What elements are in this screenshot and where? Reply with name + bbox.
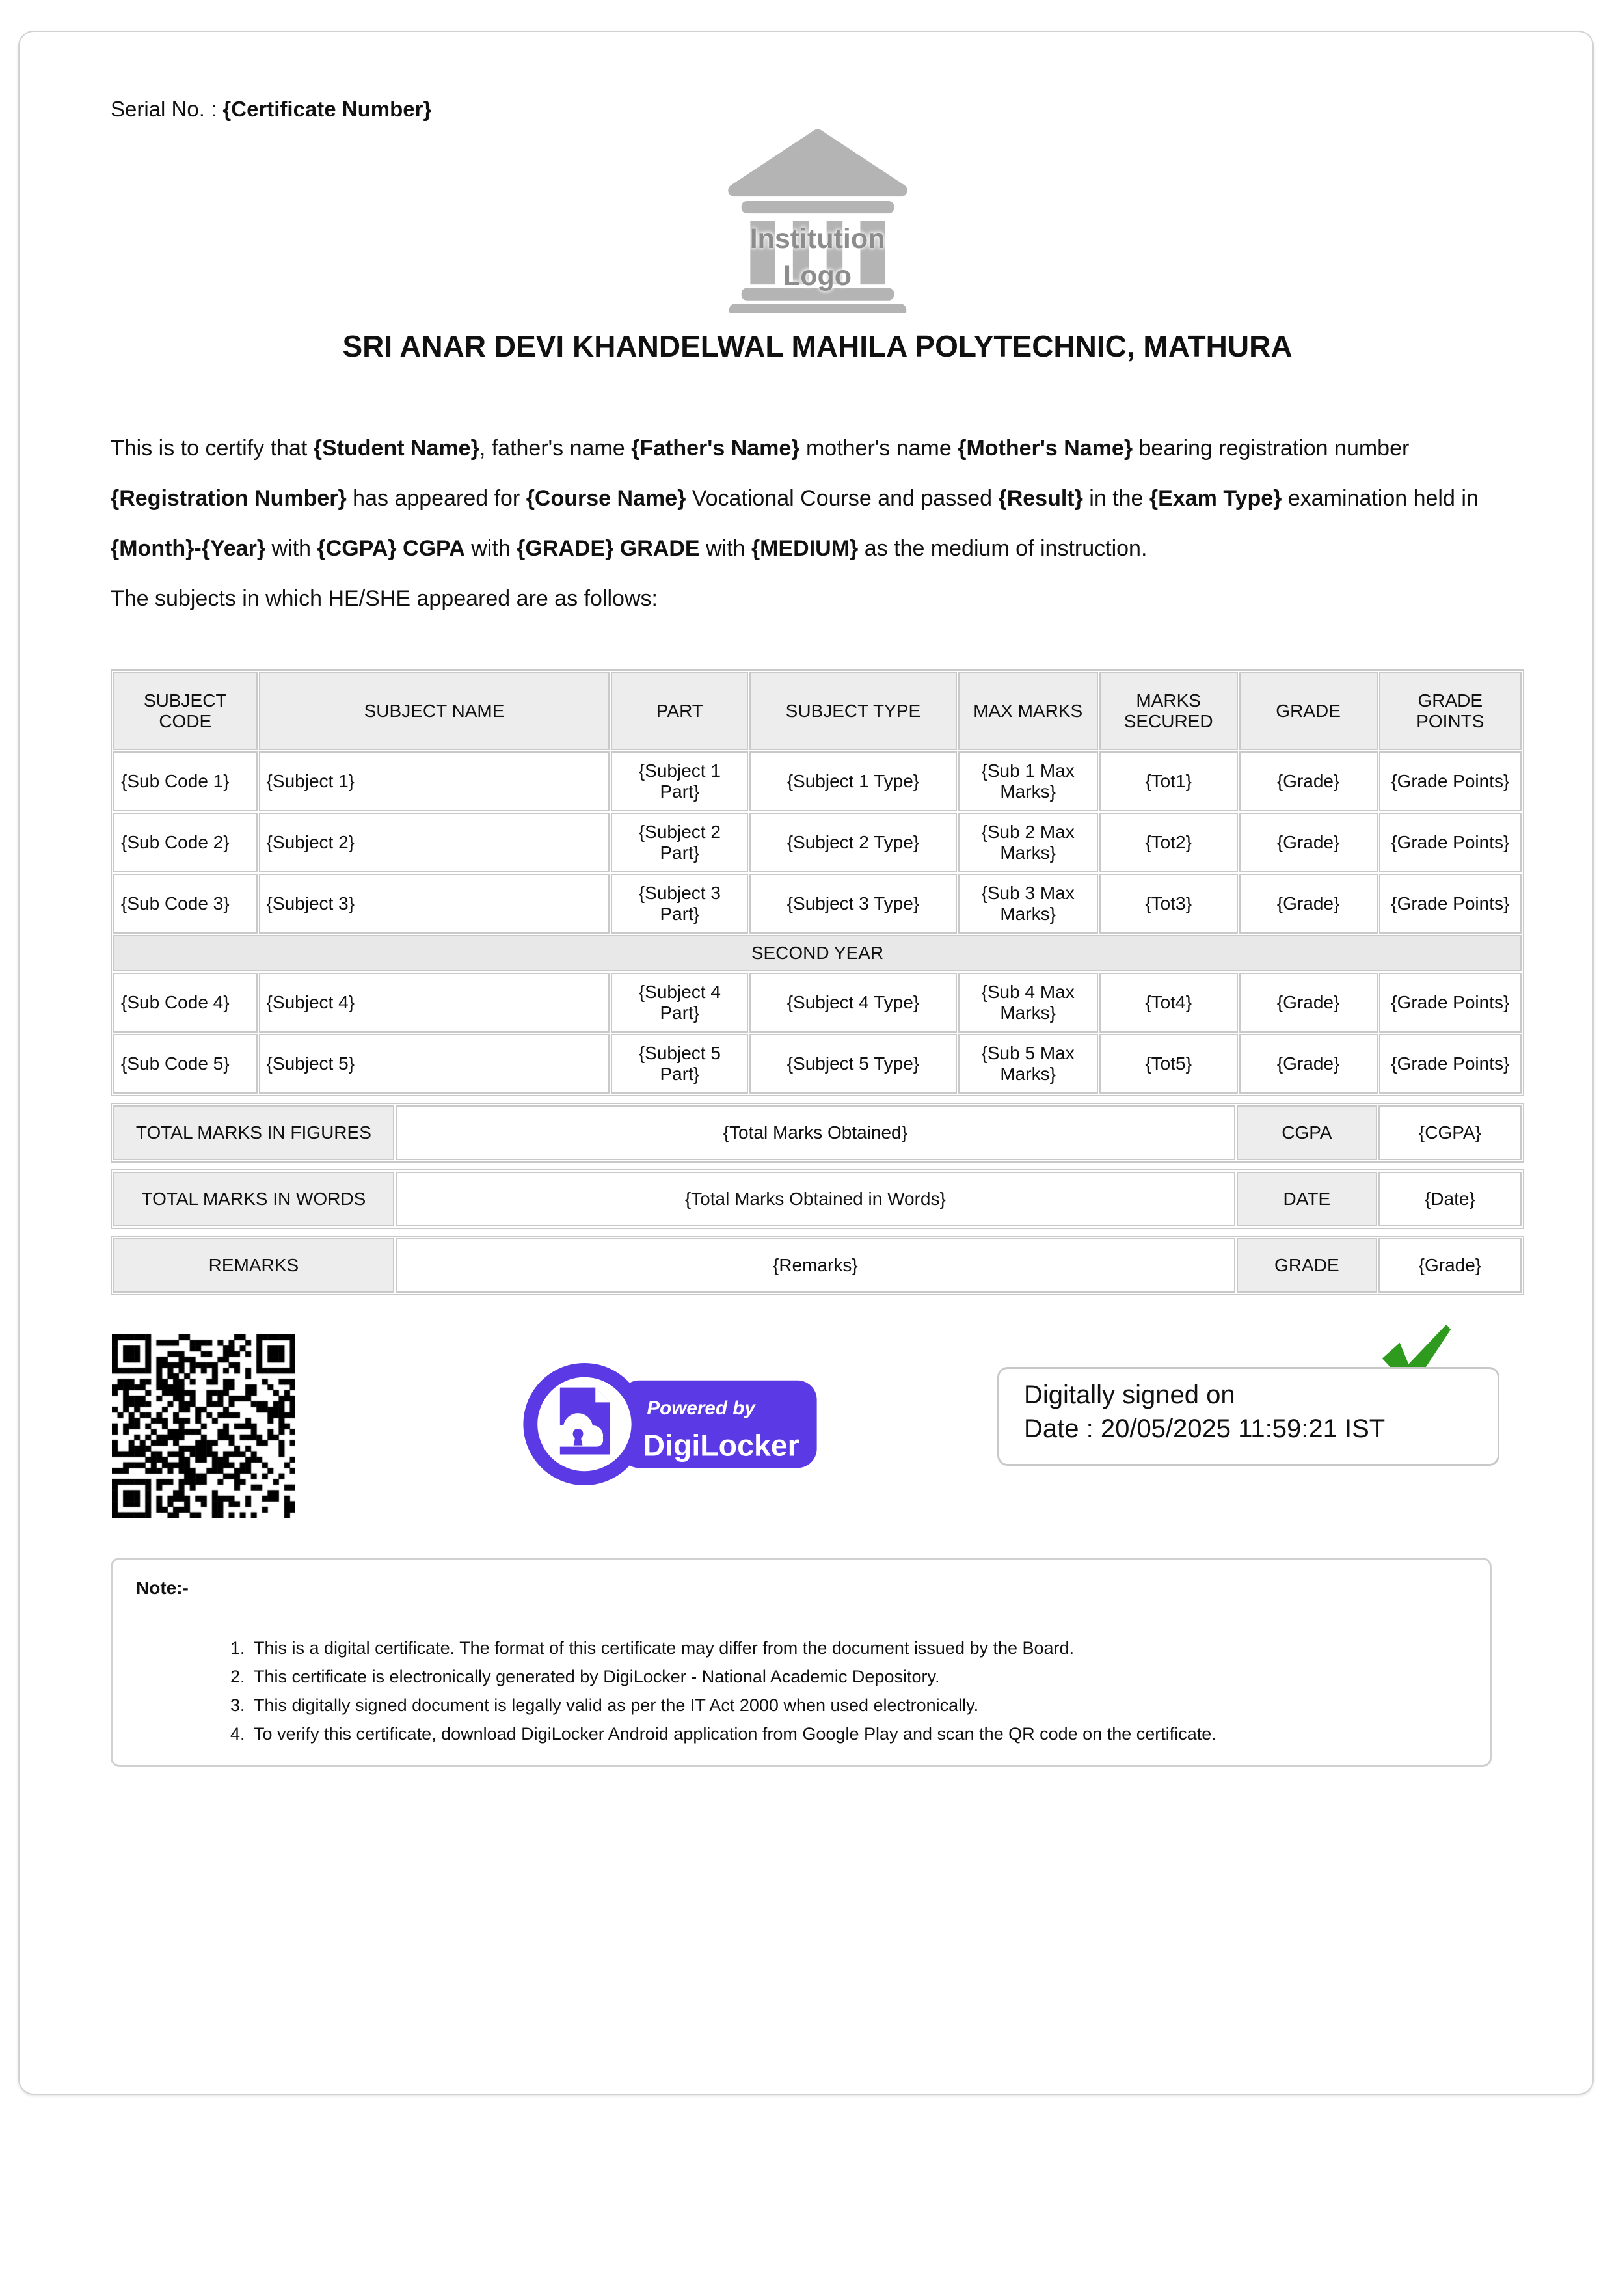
placeholder-field: {Registration Number} bbox=[111, 486, 347, 511]
table-cell: {Sub Code 2} bbox=[113, 813, 258, 872]
column-header: SUBJECT NAME bbox=[259, 672, 610, 750]
note-item: 4. To verify this certificate, download DigiLocker Android application from Google Play and scan the QR code on the certificate. bbox=[250, 1720, 1466, 1748]
table-cell: {Grade Points} bbox=[1379, 751, 1522, 811]
subject-row bbox=[113, 973, 1522, 1033]
column-header: GRADE bbox=[1239, 672, 1378, 750]
table-cell: {Sub Code 4} bbox=[113, 973, 258, 1033]
table-cell: {Grade} bbox=[1239, 1034, 1378, 1094]
table-cell: {Tot2} bbox=[1099, 813, 1238, 872]
placeholder-field: {CGPA} CGPA bbox=[317, 536, 465, 561]
placeholder-field: {Month}-{Year} bbox=[111, 536, 266, 561]
column-header: PART bbox=[611, 672, 748, 750]
note-box bbox=[111, 1558, 1492, 1767]
signature-section bbox=[111, 1329, 1524, 1528]
table-cell: {Tot1} bbox=[1099, 751, 1238, 811]
certify-text: mother's name bbox=[799, 436, 958, 461]
summary-value: {Grade} bbox=[1378, 1238, 1522, 1293]
serial-value: {Certificate Number} bbox=[222, 97, 432, 121]
table-cell: {Grade Points} bbox=[1379, 1034, 1522, 1094]
summary-value: {Total Marks Obtained} bbox=[396, 1105, 1235, 1160]
table-cell: {Subject 3 Part} bbox=[611, 874, 748, 934]
table-cell: {Subject 2} bbox=[259, 813, 610, 872]
subject-row bbox=[113, 813, 1522, 872]
placeholder-field: {Course Name} bbox=[526, 486, 686, 511]
table-cell: {Sub 3 Max Marks} bbox=[958, 874, 1098, 934]
table-cell: {Grade} bbox=[1239, 813, 1378, 872]
table-cell: {Subject 2 Part} bbox=[611, 813, 748, 872]
summary-value: {Remarks} bbox=[396, 1238, 1235, 1293]
institution-name: SRI ANAR DEVI KHANDELWAL MAHILA POLYTECHNIC, MATHURA bbox=[342, 329, 1293, 363]
table-cell: {Sub 4 Max Marks} bbox=[958, 973, 1098, 1033]
summary-row bbox=[113, 1172, 1522, 1226]
summary-section bbox=[111, 1103, 1524, 1295]
table-cell: {Tot5} bbox=[1099, 1034, 1238, 1094]
certify-text: with bbox=[265, 536, 317, 561]
summary-label: GRADE bbox=[1237, 1238, 1377, 1293]
summary-row-table bbox=[111, 1169, 1524, 1229]
table-cell: {Subject 1} bbox=[259, 751, 610, 811]
note-item: 3. This digitally signed document is legally valid as per the IT Act 2000 when used electronically. bbox=[250, 1691, 1466, 1720]
subject-row bbox=[113, 874, 1522, 934]
institution-logo bbox=[111, 128, 1524, 318]
certify-text: has appeared for bbox=[346, 486, 526, 511]
column-header: SUBJECT TYPE bbox=[749, 672, 956, 750]
table-cell: {Grade} bbox=[1239, 874, 1378, 934]
table-cell: {Subject 3} bbox=[259, 874, 610, 934]
placeholder-field: {Mother's Name} bbox=[958, 436, 1133, 461]
placeholder-field: {Exam Type} bbox=[1149, 486, 1282, 511]
digilocker-logo bbox=[523, 1363, 820, 1485]
placeholder-field: {Father's Name} bbox=[631, 436, 800, 461]
signature-line1: Digitally signed on bbox=[1024, 1381, 1235, 1409]
subjects-intro: The subjects in which HE/SHE appeared are as follows: bbox=[111, 586, 658, 611]
placeholder-field: {Result} bbox=[998, 486, 1083, 511]
marks-table bbox=[111, 669, 1524, 1096]
certification-text bbox=[111, 424, 1516, 574]
logo-text-line1: Institution bbox=[749, 223, 885, 254]
placeholder-field: {MEDIUM} bbox=[751, 536, 859, 561]
subject-row bbox=[113, 751, 1522, 811]
table-cell: {Subject 3 Type} bbox=[749, 874, 956, 934]
summary-value: {Total Marks Obtained in Words} bbox=[396, 1172, 1235, 1226]
summary-row bbox=[113, 1105, 1522, 1160]
table-cell: {Subject 5 Part} bbox=[611, 1034, 748, 1094]
logo-text-line2: Logo bbox=[783, 260, 852, 291]
certify-text: Vocational Course and passed bbox=[686, 486, 999, 511]
note-list bbox=[136, 1634, 1466, 1748]
summary-label: TOTAL MARKS IN FIGURES bbox=[113, 1105, 394, 1160]
institution-logo-text bbox=[111, 221, 1524, 295]
certify-text: in the bbox=[1082, 486, 1149, 511]
table-cell: {Sub 5 Max Marks} bbox=[958, 1034, 1098, 1094]
note-title: Note:- bbox=[136, 1578, 189, 1598]
summary-row bbox=[113, 1238, 1522, 1293]
certify-text: , father's name bbox=[479, 436, 632, 461]
summary-label: DATE bbox=[1237, 1172, 1377, 1226]
summary-value: {CGPA} bbox=[1378, 1105, 1522, 1160]
table-cell: {Tot4} bbox=[1099, 973, 1238, 1033]
certify-text: with bbox=[699, 536, 751, 561]
table-cell: {Grade Points} bbox=[1379, 813, 1522, 872]
table-header-row bbox=[113, 672, 1522, 750]
signature-line2: Date : 20/05/2025 11:59:21 IST bbox=[1024, 1414, 1386, 1443]
powered-by-label: Powered by bbox=[647, 1398, 755, 1420]
summary-label: TOTAL MARKS IN WORDS bbox=[113, 1172, 394, 1226]
serial-label: Serial No. : bbox=[111, 97, 223, 121]
qr-code bbox=[112, 1334, 295, 1518]
summary-row-table bbox=[111, 1103, 1524, 1163]
summary-label: CGPA bbox=[1237, 1105, 1377, 1160]
certify-text: as the medium of instruction. bbox=[858, 536, 1148, 561]
section-header-second-year: SECOND YEAR bbox=[113, 935, 1522, 971]
summary-row-table bbox=[111, 1236, 1524, 1295]
table-cell: {Subject 2 Type} bbox=[749, 813, 956, 872]
signature-box bbox=[997, 1367, 1499, 1466]
table-cell: {Sub Code 5} bbox=[113, 1034, 258, 1094]
certify-text: with bbox=[464, 536, 517, 561]
section-row bbox=[113, 935, 1522, 971]
subject-row bbox=[113, 1034, 1522, 1094]
column-header: GRADE POINTS bbox=[1379, 672, 1522, 750]
certificate-content bbox=[20, 32, 1592, 1767]
column-header: MARKS SECURED bbox=[1099, 672, 1238, 750]
table-cell: {Subject 5} bbox=[259, 1034, 610, 1094]
placeholder-field: {GRADE} GRADE bbox=[517, 536, 700, 561]
table-cell: {Grade Points} bbox=[1379, 973, 1522, 1033]
placeholder-field: {Student Name} bbox=[313, 436, 479, 461]
table-cell: {Grade Points} bbox=[1379, 874, 1522, 934]
serial-number-line bbox=[111, 32, 1524, 122]
table-cell: {Sub 1 Max Marks} bbox=[958, 751, 1098, 811]
column-header: MAX MARKS bbox=[958, 672, 1098, 750]
certify-text: examination held in bbox=[1282, 486, 1479, 511]
table-cell: {Grade} bbox=[1239, 751, 1378, 811]
table-cell: {Subject 4 Part} bbox=[611, 973, 748, 1033]
table-cell: {Tot3} bbox=[1099, 874, 1238, 934]
certificate-card bbox=[18, 31, 1594, 2095]
summary-label: REMARKS bbox=[113, 1238, 394, 1293]
table-cell: {Sub 2 Max Marks} bbox=[958, 813, 1098, 872]
table-cell: {Subject 5 Type} bbox=[749, 1034, 956, 1094]
note-item: 2. This certificate is electronically generated by DigiLocker - National Academic Depository. bbox=[250, 1662, 1466, 1691]
table-cell: {Subject 4 Type} bbox=[749, 973, 956, 1033]
note-item: 1. This is a digital certificate. The format of this certificate may differ from the document issued by the Board. bbox=[250, 1634, 1466, 1662]
table-cell: {Sub Code 3} bbox=[113, 874, 258, 934]
table-cell: {Sub Code 1} bbox=[113, 751, 258, 811]
digilocker-label: DigiLocker bbox=[643, 1428, 799, 1463]
certify-text: This is to certify that bbox=[111, 436, 314, 461]
table-cell: {Subject 1 Type} bbox=[749, 751, 956, 811]
certify-text: bearing registration number bbox=[1133, 436, 1410, 461]
table-cell: {Subject 4} bbox=[259, 973, 610, 1033]
column-header: SUBJECT CODE bbox=[113, 672, 258, 750]
table-cell: {Grade} bbox=[1239, 973, 1378, 1033]
summary-value: {Date} bbox=[1378, 1172, 1522, 1226]
table-cell: {Subject 1 Part} bbox=[611, 751, 748, 811]
